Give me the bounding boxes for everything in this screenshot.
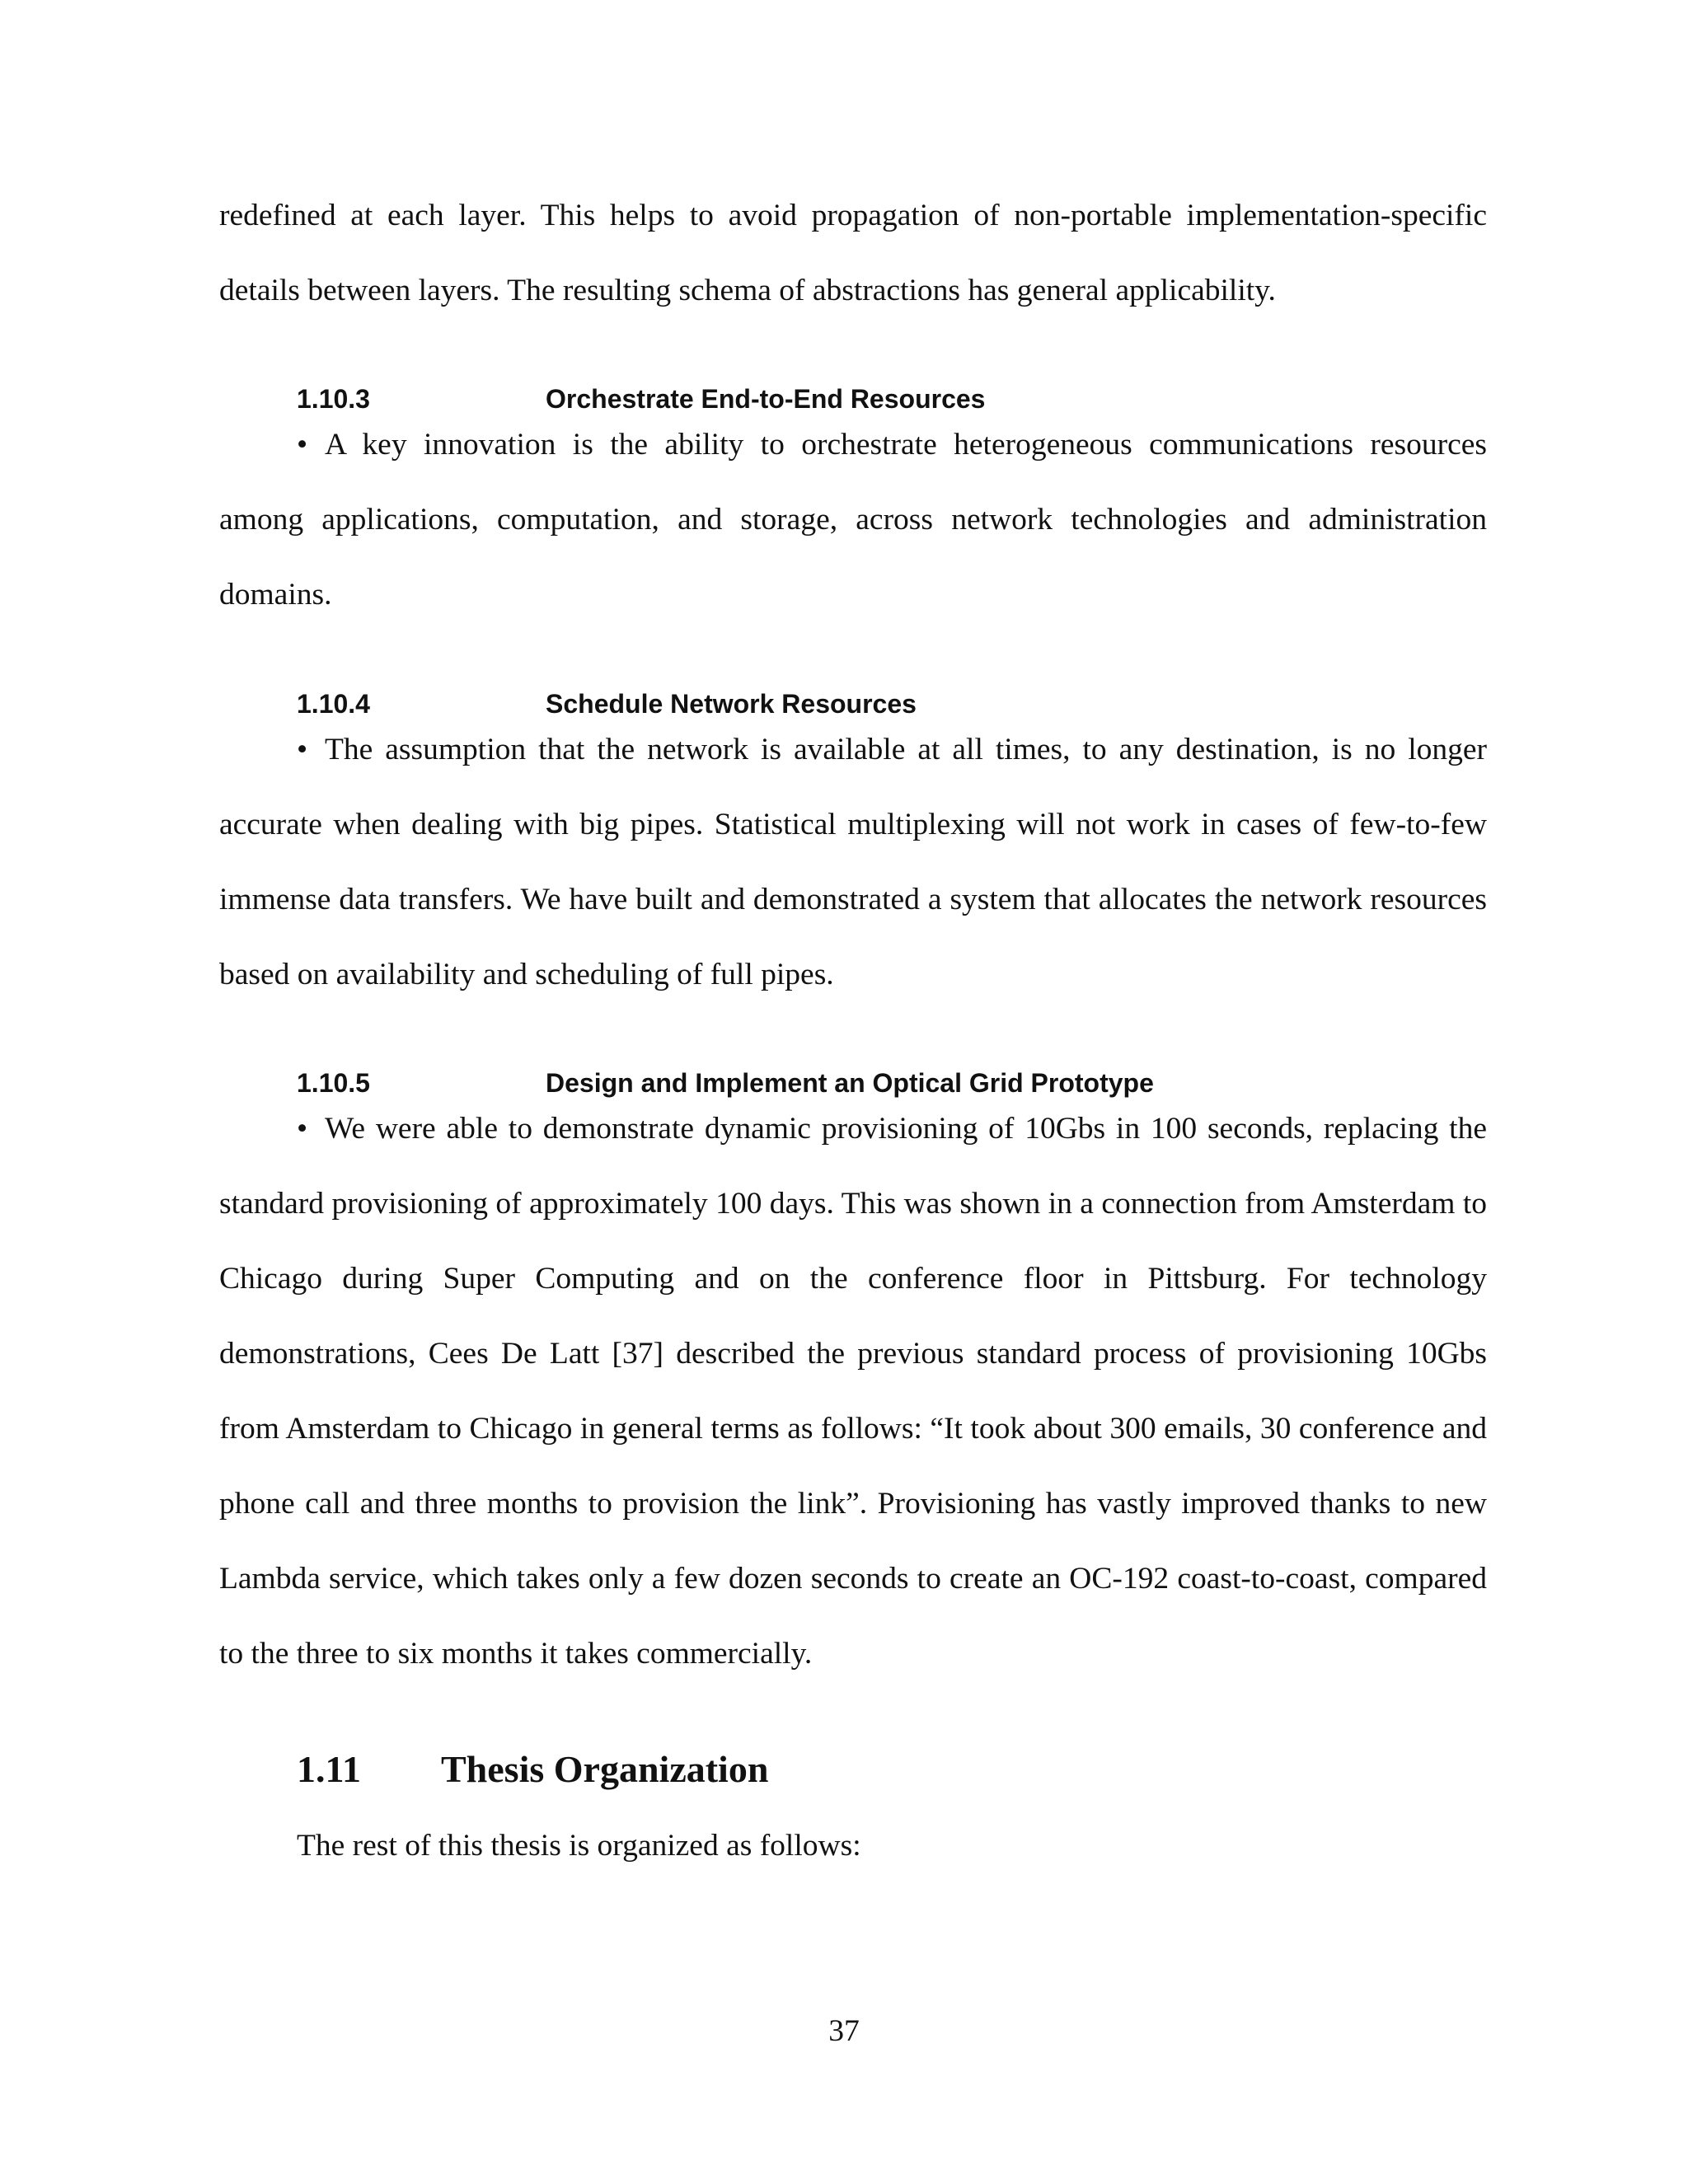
bullet-icon: • (297, 733, 308, 766)
bullet-paragraph-prototype (219, 1091, 1487, 1691)
section-title: Thesis Organization (441, 1748, 769, 1790)
bullet-text: A key innovation is the ability to orchestrate heterogeneous communications resources among applications, computation, and storage, across network technologies and administration domains. (219, 428, 1487, 612)
subheading-number: 1.10.3 (297, 384, 370, 414)
subheading-number: 1.10.5 (297, 1068, 370, 1098)
subheading-title: Design and Implement an Optical Grid Prototype (546, 1068, 1154, 1098)
bullet-icon: • (297, 428, 308, 462)
subheading-number: 1.10.4 (297, 689, 370, 719)
bullet-text: The assumption that the network is available at all times, to any destination, is no longer accurate when dealing with big pipes. Statistical multiplexing will not work in cases of few-to-few immense data transfers. We have built and demonstrated a system that allocates the network resources based on availability and scheduling of full pipes. (219, 733, 1487, 991)
subheading-title: Orchestrate End-to-End Resources (546, 384, 986, 414)
subheading-title: Schedule Network Resources (546, 689, 917, 719)
section-number: 1.11 (297, 1748, 361, 1790)
page-number: 37 (828, 2014, 860, 2048)
bullet-paragraph-schedule (219, 712, 1487, 1012)
thesis-intro-text: The rest of this thesis is organized as follows: (297, 1829, 861, 1863)
bullet-icon: • (297, 1112, 308, 1146)
bullet-paragraph-orchestrate (219, 407, 1487, 632)
bullet-text: We were able to demonstrate dynamic provisioning of 10Gbs in 100 seconds, replacing the standard provisioning of approximately 100 days. This was shown in a connection from Amsterdam to Chicago during Super Computing and on the conference floor in Pittsburg. For technology demonstrations, Cees De Latt [37] described the previous standard process of provisioning 10Gbs from Amsterdam to Chicago in general terms as follows: “It took about 300 emails, 30 conference and phone call and three months to provision the link”. Provisioning has vastly improved thanks to new Lambda service, which takes only a few dozen seconds to create an OC-192 coast-to-coast, compared to the three to six months it takes commercially. (219, 1112, 1487, 1671)
section-heading-1-11 (297, 1747, 768, 1792)
continued-paragraph: redefined at each layer. This helps to avoid propagation of non-portable implementation-specific details between layers. The resulting schema of abstractions has general applicability. (219, 199, 1487, 307)
